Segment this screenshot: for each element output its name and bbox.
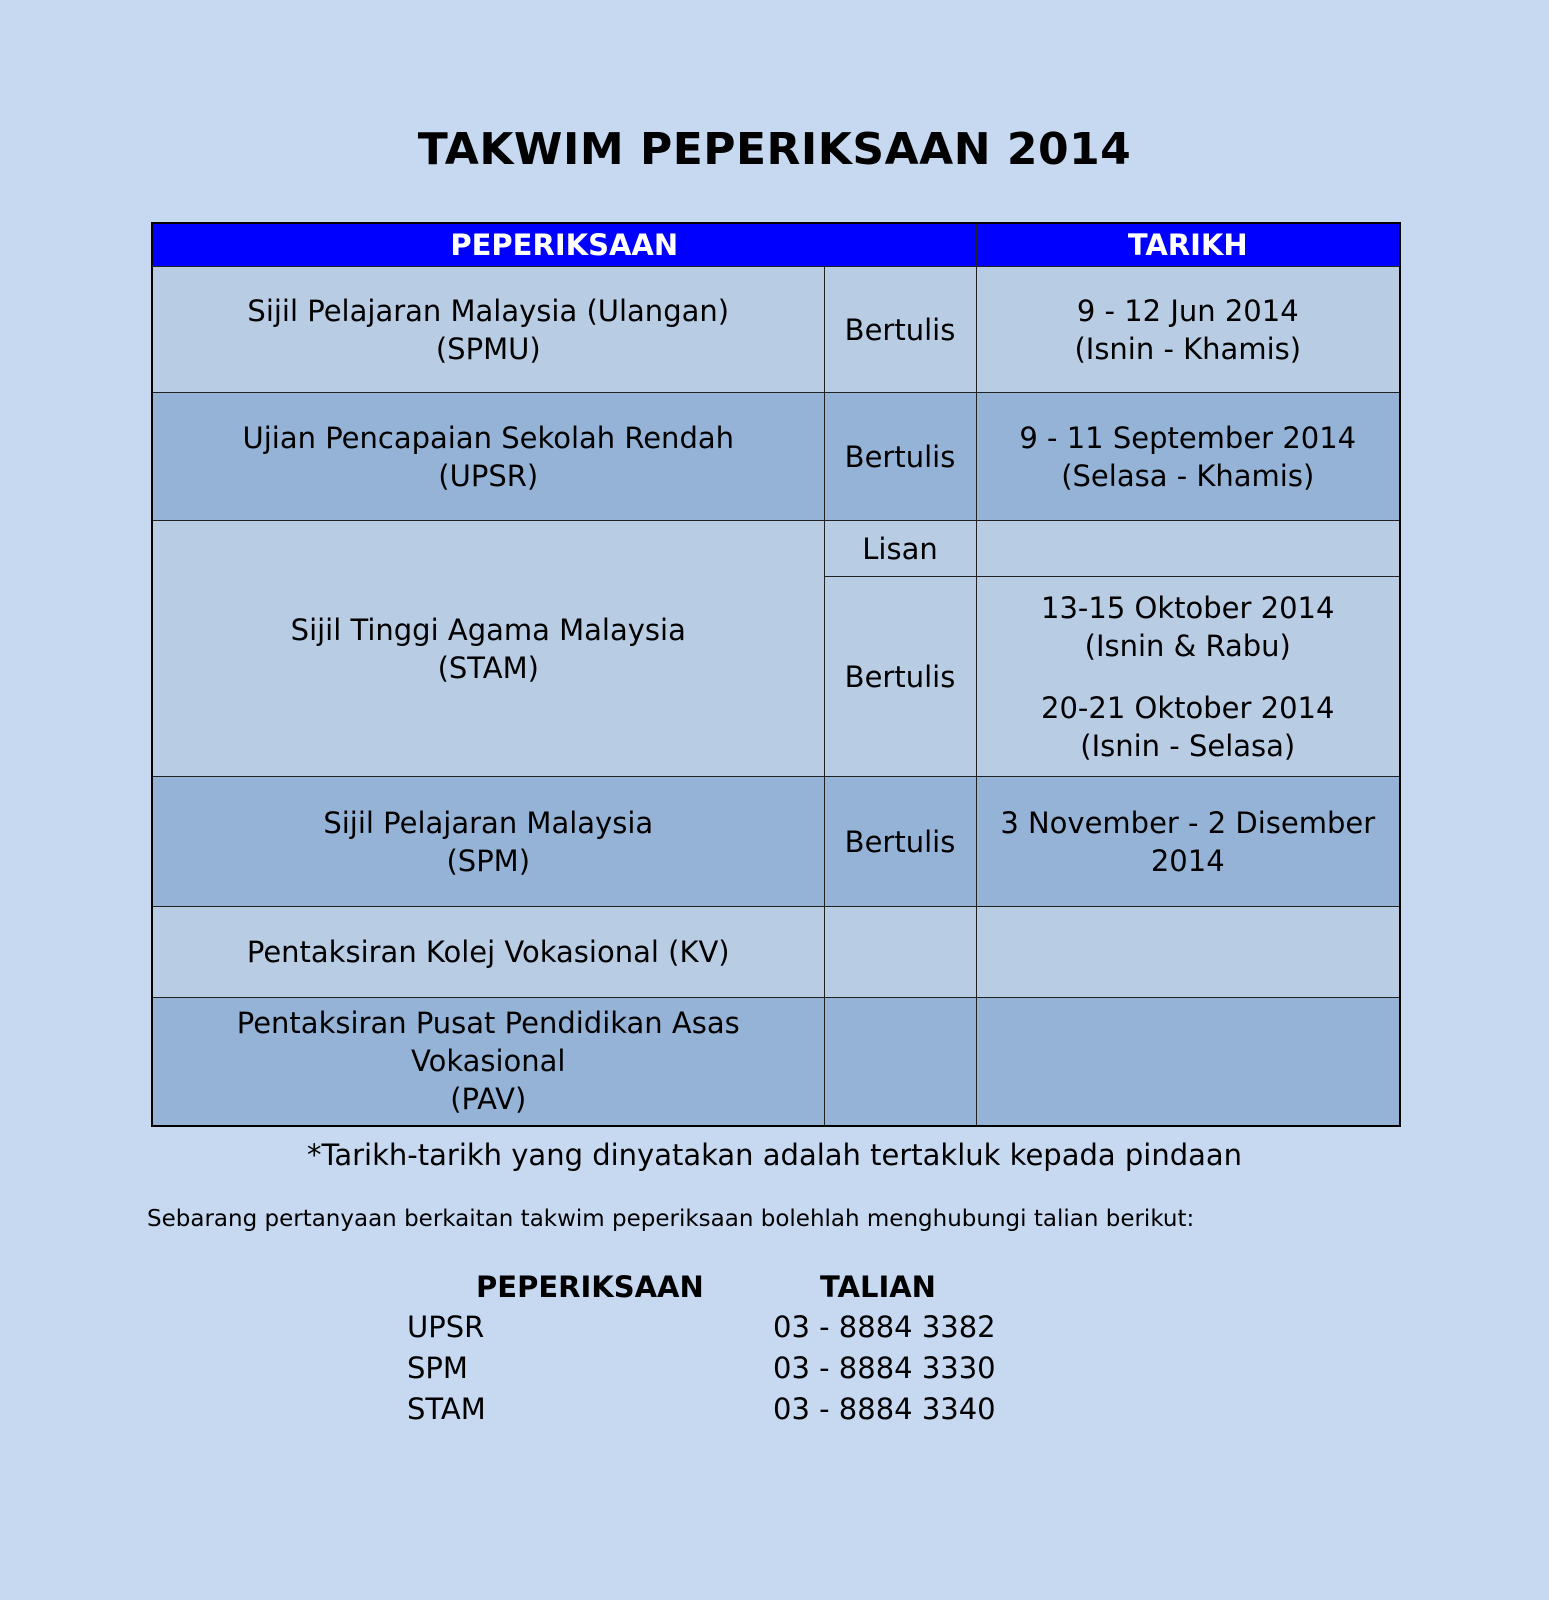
exam-date-cell xyxy=(976,577,1400,777)
contact-exam: UPSR xyxy=(407,1310,485,1344)
header-exam: PEPERIKSAAN xyxy=(152,223,976,267)
exam-date: 9 - 11 September 2014 xyxy=(1019,420,1357,455)
exam-days: (Isnin & Rabu) xyxy=(1084,628,1291,663)
contact-row xyxy=(400,1306,1040,1347)
exam-code: (SPM) xyxy=(446,843,531,878)
exam-type-cell: Lisan xyxy=(824,521,976,577)
exam-type-cell: Bertulis xyxy=(824,267,976,393)
contact-phone: 03 - 8884 3382 xyxy=(773,1310,996,1344)
exam-date: 3 November - 2 Disember xyxy=(1000,805,1376,840)
exam-name-cell xyxy=(152,267,824,393)
contact-table xyxy=(400,1262,1040,1429)
exam-date-year: 2014 xyxy=(1150,843,1225,878)
exam-date-cell xyxy=(976,393,1400,521)
exam-name-cell xyxy=(152,777,824,907)
exam-type-cell xyxy=(824,907,976,998)
contact-header-line: TALIAN xyxy=(820,1270,936,1304)
table-row xyxy=(152,393,1400,521)
exam-date: 9 - 12 Jun 2014 xyxy=(1076,293,1299,328)
page-title: TAKWIM PEPERIKSAAN 2014 xyxy=(417,124,1132,175)
exam-days: (Selasa - Khamis) xyxy=(1061,458,1315,493)
contact-exam: SPM xyxy=(407,1351,468,1385)
exam-name-cell xyxy=(152,521,824,777)
contact-row xyxy=(400,1388,1040,1429)
exam-schedule-table xyxy=(151,222,1401,1127)
exam-name: Sijil Pelajaran Malaysia xyxy=(323,805,654,840)
exam-date-cell xyxy=(976,521,1400,577)
exam-code: (SPMU) xyxy=(435,331,541,366)
exam-type-cell: Bertulis xyxy=(824,777,976,907)
exam-type-cell xyxy=(824,998,976,1126)
amendment-note: *Tarikh-tarikh yang dinyatakan adalah tertakluk kepada pindaan xyxy=(306,1138,1243,1172)
exam-name: Ujian Pencapaian Sekolah Rendah xyxy=(242,420,734,455)
exam-date-cell xyxy=(976,777,1400,907)
contact-exam: STAM xyxy=(407,1392,486,1426)
date-block xyxy=(983,589,1394,665)
exam-name: Sijil Tinggi Agama Malaysia xyxy=(290,612,686,647)
table-row xyxy=(152,998,1400,1126)
exam-name-cell xyxy=(152,907,824,998)
exam-type-cell: Bertulis xyxy=(824,577,976,777)
exam-date-cell xyxy=(976,998,1400,1126)
exam-date: 20-21 Oktober 2014 xyxy=(1041,690,1335,725)
contact-header-row xyxy=(400,1262,1040,1306)
table-row xyxy=(152,267,1400,393)
exam-code: (STAM) xyxy=(437,650,539,685)
exam-code: (PAV) xyxy=(450,1082,527,1117)
exam-name: Pentaksiran Pusat Pendidikan Asas Vokasional xyxy=(236,1006,740,1079)
table-row xyxy=(152,777,1400,907)
exam-date-cell xyxy=(976,907,1400,998)
exam-name: Pentaksiran Kolej Vokasional (KV) xyxy=(246,935,730,969)
exam-date-cell xyxy=(976,267,1400,393)
table-header-row xyxy=(152,223,1400,267)
header-date: TARIKH xyxy=(976,223,1400,267)
contact-intro: Sebarang pertanyaan berkaitan takwim peperiksaan bolehlah menghubungi talian berikut: xyxy=(147,1206,1195,1232)
exam-name-cell xyxy=(152,998,824,1126)
contact-row xyxy=(400,1347,1040,1388)
exam-days: (Isnin - Khamis) xyxy=(1074,331,1302,366)
contact-header-exam: PEPERIKSAAN xyxy=(476,1270,704,1304)
table-row xyxy=(152,521,1400,577)
exam-name-cell xyxy=(152,393,824,521)
date-block xyxy=(983,689,1394,765)
exam-date: 13-15 Oktober 2014 xyxy=(1041,590,1335,625)
contact-phone: 03 - 8884 3340 xyxy=(773,1392,996,1426)
contact-phone: 03 - 8884 3330 xyxy=(773,1351,996,1385)
exam-code: (UPSR) xyxy=(438,458,539,493)
table-row xyxy=(152,907,1400,998)
exam-name: Sijil Pelajaran Malaysia (Ulangan) xyxy=(247,293,730,328)
exam-days: (Isnin - Selasa) xyxy=(1080,728,1296,763)
exam-type-cell: Bertulis xyxy=(824,393,976,521)
